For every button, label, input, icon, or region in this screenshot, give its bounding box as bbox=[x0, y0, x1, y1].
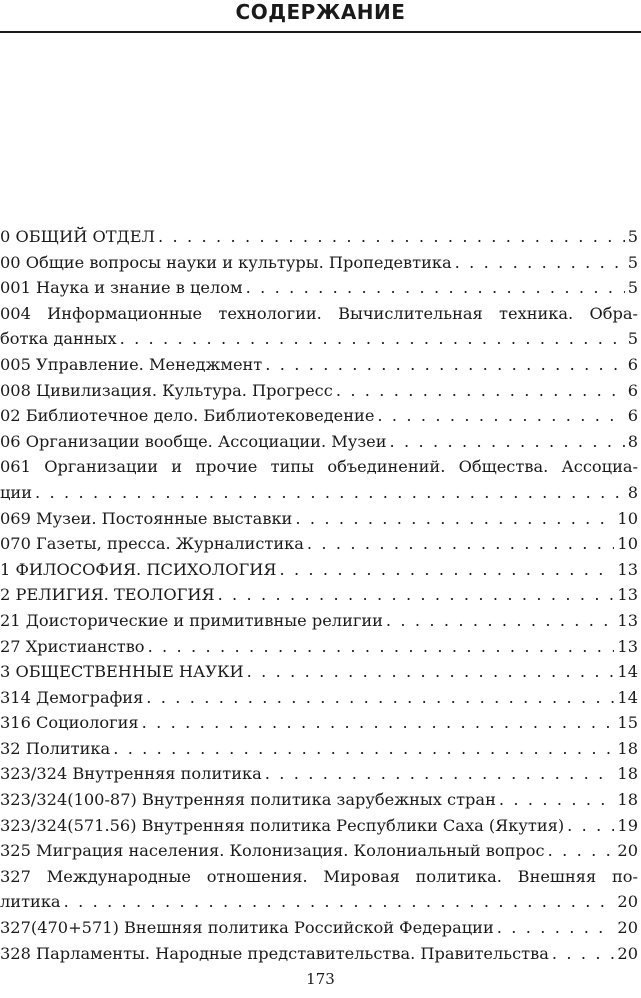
toc-entry bbox=[0, 915, 638, 941]
toc-entry-title: 00 Общие вопросы науки и культуры. Пропедевтика bbox=[0, 252, 452, 272]
toc-page-number: 5 bbox=[627, 329, 638, 349]
toc-page-number: 6 bbox=[627, 406, 638, 426]
toc-entry-title: 328 Парламенты. Народные представительства. Правительства bbox=[0, 943, 549, 963]
toc-entry-title: 316 Социология bbox=[0, 713, 139, 733]
toc-entry bbox=[0, 429, 638, 455]
toc-leader-dots bbox=[390, 429, 625, 455]
toc-entry-title: литика bbox=[0, 892, 61, 912]
toc-entry-title: 32 Политика bbox=[0, 738, 111, 758]
toc-page-number: 15 bbox=[617, 713, 638, 733]
toc-entry bbox=[0, 531, 638, 557]
toc-entry-line bbox=[0, 326, 638, 352]
toc-entry bbox=[0, 813, 638, 839]
toc-entry bbox=[0, 582, 638, 608]
toc-page-number: 5 bbox=[627, 227, 638, 246]
toc-entry bbox=[0, 838, 638, 864]
toc-page-number: 13 bbox=[617, 559, 638, 579]
toc-entry-line bbox=[0, 915, 638, 941]
toc-entry bbox=[0, 761, 638, 787]
toc-entry-line bbox=[0, 403, 638, 429]
toc-leader-dots bbox=[113, 736, 614, 762]
toc-page-number: 13 bbox=[617, 610, 638, 630]
toc-entry-line bbox=[0, 634, 638, 660]
toc-leader-dots bbox=[142, 710, 615, 736]
toc-entry bbox=[0, 403, 638, 429]
toc-entry bbox=[0, 352, 638, 378]
toc-leader-dots bbox=[148, 634, 615, 660]
toc-entry-title: ботка данных bbox=[0, 329, 117, 349]
toc-entry-line bbox=[0, 378, 638, 404]
toc-leader-dots bbox=[386, 608, 614, 634]
toc-page-number: 10 bbox=[617, 534, 638, 554]
toc-entry-line bbox=[0, 557, 638, 583]
toc-page-number: 19 bbox=[617, 815, 638, 835]
toc-page-number: 5 bbox=[627, 252, 638, 272]
toc-leader-dots bbox=[35, 480, 625, 506]
toc-leader-dots bbox=[64, 889, 615, 915]
toc-entry-line bbox=[0, 250, 638, 276]
toc-entry-title: 3 ОБЩЕСТВЕННЫЕ НАУКИ bbox=[0, 662, 244, 682]
toc-page-number: 18 bbox=[617, 764, 638, 784]
toc-entry-title: 21 Доисторические и примитивные религии bbox=[0, 610, 383, 630]
toc-entry bbox=[0, 506, 638, 532]
toc-entry bbox=[0, 378, 638, 404]
toc-entry bbox=[0, 250, 638, 276]
toc-entry-line bbox=[0, 710, 638, 736]
toc-entry bbox=[0, 224, 638, 250]
toc-page-number: 13 bbox=[617, 636, 638, 656]
toc-page-number: 8 bbox=[627, 482, 638, 502]
toc-entry-line bbox=[0, 889, 638, 915]
toc-entry bbox=[0, 454, 638, 505]
toc-entry bbox=[0, 710, 638, 736]
toc-entry-title-part: 327 Международные отношения. Мировая политика. Внешняя по- bbox=[0, 866, 638, 886]
toc-leader-dots bbox=[279, 557, 614, 583]
toc-entry-line bbox=[0, 838, 638, 864]
toc-leader-dots bbox=[218, 582, 615, 608]
toc-entry-title: 1 ФИЛОСОФИЯ. ПСИХОЛОГИЯ bbox=[0, 559, 277, 579]
toc-entry-title-part: 004 Информационные технологии. Вычислительная техника. Обра- bbox=[0, 303, 638, 323]
toc-page-number: 14 bbox=[617, 662, 638, 682]
toc-page-number: 13 bbox=[617, 585, 638, 605]
toc-entry-title: 2 РЕЛИГИЯ. ТЕОЛОГИЯ bbox=[0, 585, 215, 605]
toc-page-number: 18 bbox=[617, 738, 638, 758]
toc-leader-dots bbox=[146, 685, 614, 711]
toc-entry-title: 06 Организации вообще. Ассоциации. Музеи bbox=[0, 431, 387, 451]
toc-leader-dots bbox=[246, 275, 625, 301]
toc-entry-line bbox=[0, 531, 638, 557]
toc-entry-line bbox=[0, 761, 638, 787]
toc-entry-title-part: 061 Организации и прочие типы объединений. Общества. Ассоциа- bbox=[0, 457, 638, 477]
toc-leader-dots bbox=[120, 326, 625, 352]
toc-entry-title: 27 Христианство bbox=[0, 636, 145, 656]
toc-page-number: 6 bbox=[627, 354, 638, 374]
toc-entry bbox=[0, 787, 638, 813]
toc-entry bbox=[0, 941, 638, 967]
toc-entry-title: 323/324(100-87) Внутренняя политика зарубежных стран bbox=[0, 790, 496, 810]
toc-leader-dots bbox=[455, 250, 625, 276]
toc-entry bbox=[0, 301, 638, 352]
toc-entry bbox=[0, 275, 638, 301]
page-number: 173 bbox=[306, 970, 335, 988]
toc-page-number: 20 bbox=[617, 892, 638, 912]
toc-entry bbox=[0, 736, 638, 762]
toc-entry-line bbox=[0, 582, 638, 608]
toc-entry-title: 325 Миграция населения. Колонизация. Колониальный вопрос bbox=[0, 841, 545, 861]
table-of-contents bbox=[0, 224, 638, 966]
toc-entry-line bbox=[0, 352, 638, 378]
toc-entry-line bbox=[0, 480, 638, 506]
toc-leader-dots bbox=[336, 378, 625, 404]
toc-page-number: 18 bbox=[617, 790, 638, 810]
toc-leader-dots bbox=[548, 838, 615, 864]
toc-entry-line bbox=[0, 813, 638, 839]
toc-entry-title: ции bbox=[0, 482, 32, 502]
toc-entry-title: 008 Цивилизация. Культура. Прогресс bbox=[0, 380, 333, 400]
toc-page-number: 10 bbox=[617, 508, 638, 528]
toc-page-number: 14 bbox=[617, 687, 638, 707]
toc-page-number: 20 bbox=[617, 841, 638, 861]
toc-leader-dots bbox=[265, 352, 624, 378]
toc-entry-title: 069 Музеи. Постоянные выставки bbox=[0, 508, 293, 528]
toc-entry-title: 323/324(571.56) Внутренняя политика Республики Саха (Якутия) bbox=[0, 815, 565, 835]
toc-leader-dots bbox=[265, 761, 615, 787]
toc-entry bbox=[0, 608, 638, 634]
toc-entry-line bbox=[0, 275, 638, 301]
title-divider bbox=[0, 31, 641, 33]
toc-entry-line bbox=[0, 659, 638, 685]
toc-entry-line bbox=[0, 736, 638, 762]
toc-leader-dots bbox=[377, 403, 624, 429]
toc-entry-title: 0 ОБЩИЙ ОТДЕЛ bbox=[0, 227, 156, 246]
toc-entry bbox=[0, 864, 638, 915]
toc-leader-dots bbox=[552, 941, 615, 967]
toc-entry-line bbox=[0, 224, 638, 250]
toc-entry-line bbox=[0, 685, 638, 711]
toc-entry-line bbox=[0, 506, 638, 532]
page-title: СОДЕРЖАНИЕ bbox=[235, 0, 406, 24]
toc-page-number: 20 bbox=[617, 918, 638, 938]
toc-entry bbox=[0, 659, 638, 685]
toc-entry-title: 001 Наука и знание в целом bbox=[0, 278, 243, 298]
toc-leader-dots bbox=[158, 224, 625, 250]
toc-entry-line bbox=[0, 787, 638, 813]
toc-entry-line bbox=[0, 608, 638, 634]
toc-leader-dots bbox=[247, 659, 615, 685]
toc-entry-line bbox=[0, 941, 638, 967]
toc-entry-title: 314 Демография bbox=[0, 687, 144, 707]
toc-entry-title: 02 Библиотечное дело. Библиотековедение bbox=[0, 406, 375, 426]
toc-page-number: 6 bbox=[627, 380, 638, 400]
toc-entry-title: 005 Управление. Менеджмент bbox=[0, 354, 263, 374]
toc-leader-dots bbox=[307, 531, 614, 557]
toc-leader-dots bbox=[567, 813, 614, 839]
toc-entry-title: 327(470+571) Внешняя политика Российской Федерации bbox=[0, 918, 494, 938]
toc-entry-line bbox=[0, 429, 638, 455]
toc-entry bbox=[0, 557, 638, 583]
toc-leader-dots bbox=[497, 915, 615, 941]
toc-entry-title: 323/324 Внутренняя политика bbox=[0, 764, 262, 784]
toc-entry-title: 070 Газеты, пресса. Журналистика bbox=[0, 534, 304, 554]
toc-entry bbox=[0, 634, 638, 660]
toc-page-number: 20 bbox=[617, 943, 638, 963]
toc-page-number: 5 bbox=[627, 278, 638, 298]
toc-entry bbox=[0, 685, 638, 711]
toc-leader-dots bbox=[295, 506, 614, 532]
toc-page-number: 8 bbox=[627, 431, 638, 451]
toc-leader-dots bbox=[499, 787, 615, 813]
